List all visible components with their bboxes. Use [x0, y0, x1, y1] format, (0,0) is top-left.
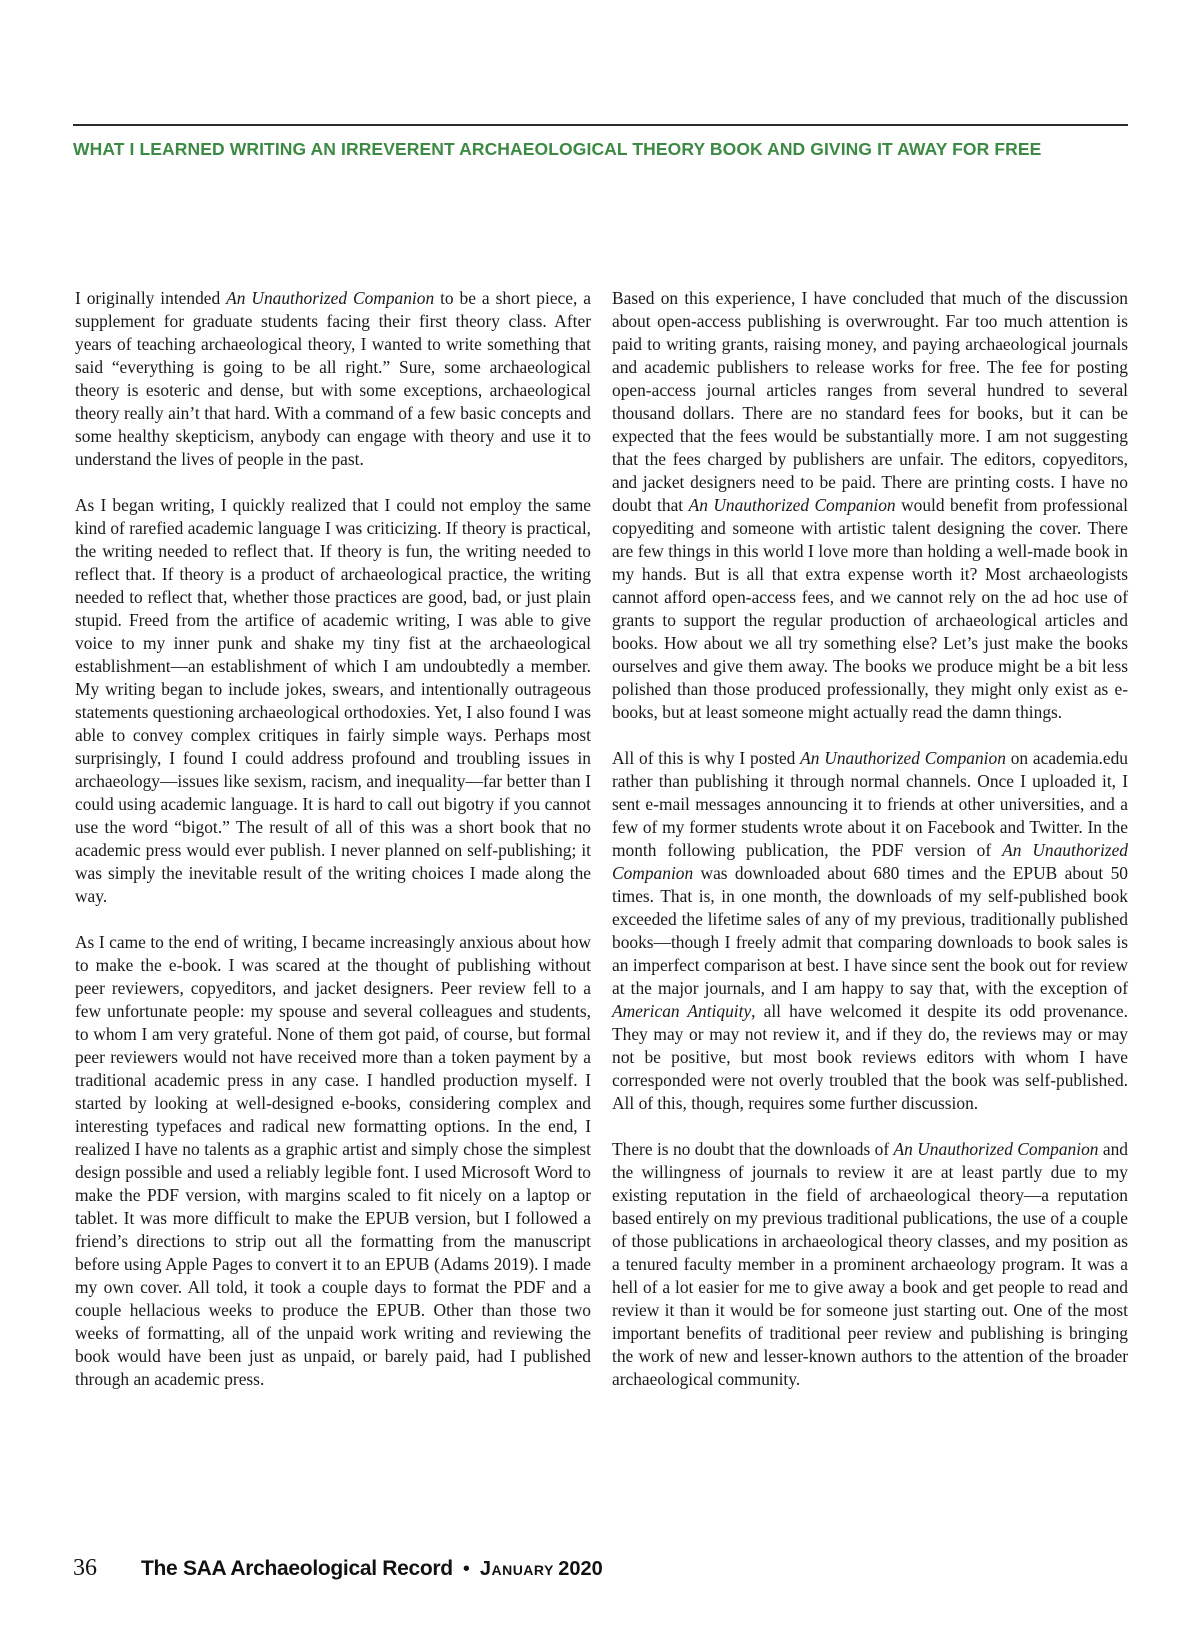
journal-name: The SAA Archaeological Record: [141, 1557, 453, 1580]
book-title: An Unauthorized Companion: [612, 840, 1128, 883]
paragraph: All of this is why I posted An Unauthorized Companion on academia.edu rather than publishing it through normal channels. Once I uploaded it, I sent e-mail messages announcing it to friends at other universities, and a few of my former students wrote about it on Facebook and Twitter. In the month following publication, the PDF version of An Unauthorized Companion was downloaded about 680 times and the EPUB about 50 times. That is, in one month, the downloads of my self-published book exceeded the lifetime sales of any of my previous, traditionally published books—though I freely admit that comparing downloads to book sales is an imperfect comparison at best. I have since sent the book out for review at the major journals, and I am happy to say that, with the exception of American Antiquity, all have welcomed it despite its odd provenance. They may or may not review it, and if they do, the reviews may or may not be positive, but most book reviews editors with whom I have corresponded were not overly troubled that the book was self-published. All of this, though, requires some further discussion.: [612, 748, 1129, 1113]
journal-title: American Antiquity: [612, 1001, 752, 1021]
book-title: An Unauthorized Companion: [893, 1139, 1099, 1159]
paragraph: As I began writing, I quickly realized that I could not employ the same kind of rarefied academic language I was criticizing. If theory is practical, the writing needed to reflect that. If theory is fun, the writing needed to reflect that. If theory is a product of archaeological practice, the writing needed to reflect that, whether those practices are good, bad, or just plain stupid. Freed from the artifice of academic writing, I was able to give voice to my inner punk and shake my tiny fist at the archaeological establishment—an establishment of which I am undoubtedly a member. My writing began to include jokes, swears, and intentionally outrageous statements questioning archaeological orthodoxies. Yet, I also found I was able to convey complex critiques in fairly simple ways. Perhaps most surprisingly, I found I could address profound and troubling issues in archaeology—issues like sexism, racism, and inequality—far better than I could using academic language. It is hard to call out bigotry if you cannot use the word “bigot.” The result of all of this was a short book that no academic press would ever publish. I never planned on self-publishing; it was simply the inevitable result of the writing choices I made along the way.: [75, 495, 591, 906]
left-column: [75, 287, 591, 1414]
paragraph: Based on this experience, I have concluded that much of the discussion about open-access publishing is overwrought. Far too much attention is paid to writing grants, raising money, and paying archaeological journals and academic publishers to release works for free. The fee for posting open-access journal articles ranges from several hundred to several thousand dollars. There are no standard fees for books, but it can be expected that the fees would be substantially more. I am not suggesting that the fees charged by publishers are unfair. The editors, copyeditors, and jacket designers need to be paid. There are printing costs. I have no doubt that An Unauthorized Companion would benefit from professional copyediting and someone with artistic talent designing the cover. There are few things in this world I love more than holding a well-made book in my hands. But is all that extra expense worth it? Most archaeologists cannot afford open-access fees, and we cannot rely on the ad hoc use of grants to support the regular production of archaeological articles and books. How about we all try something else? Let’s just make the books ourselves and give them away. The books we produce might be a bit less polished than those produced professionally, they might only exist as e-books, but at least someone might actually read the damn things.: [612, 288, 1128, 722]
header-rule: [73, 124, 1128, 126]
paragraph: I originally intended An Unauthorized Companion to be a short piece, a supplement for graduate students facing their first theory class. After years of teaching archaeological theory, I wanted to write something that said “everything is going to be all right.” Sure, some archaeological theory is esoteric and dense, but with some exceptions, archaeological theory really ain’t that hard. With a command of a few basic concepts and some healthy skepticism, anybody can engage with theory and use it to understand the lives of people in the past.: [75, 288, 591, 469]
right-column: [612, 287, 1128, 1414]
paragraph: As I came to the end of writing, I became increasingly anxious about how to make the e-book. I was scared at the thought of publishing without peer reviewers, copyeditors, and jacket designers. Peer review fell to a few unfortunate people: my spouse and several colleagues and students, to whom I am very grateful. None of them got paid, of course, but formal peer reviewers would not have received more than a token payment by a traditional academic press in any case. I handled production myself. I started by looking at well-designed e-books, considering complex and interesting typefaces and radical new formatting options. In the end, I realized I have no talents as a graphic artist and simply chose the simplest design possible and used a reliably legible font. I used Microsoft Word to make the PDF version, with margins scaled to fit nicely on a laptop or tablet. It was more difficult to make the EPUB version, but I followed a friend’s directions to strip out all the formatting from the manuscript before using Apple Pages to convert it to an EPUB (Adams 2019). I made my own cover. All told, it took a couple days to format the PDF and a couple hellacious weeks to produce the EPUB. Other than those two weeks of formatting, all of the unpaid work writing and reviewing the book would have been just as unpaid, or barely paid, had I published through an academic press.: [75, 932, 591, 1389]
issue-year: 2020: [558, 1558, 603, 1580]
page-number: 36: [73, 1555, 97, 1581]
book-title: An Unauthorized Companion: [688, 495, 896, 515]
page-footer: [73, 1555, 603, 1582]
bullet-separator: •: [462, 1558, 470, 1580]
book-title: An Unauthorized Companion: [226, 288, 435, 308]
book-title: An Unauthorized Companion: [800, 748, 1006, 768]
paragraph: There is no doubt that the downloads of An Unauthorized Companion and the willingness of journals to review it are at least partly due to my existing reputation in the field of archaeological theory—a reputation based entirely on my previous traditional publications, the use of a couple of those publications in archaeological theory classes, and my position as a tenured faculty member in a prominent archaeology program. It was a hell of a lot easier for me to give away a book and get people to read and review it than it would be for someone just starting out. One of the most important benefits of traditional peer review and publishing is bringing the work of new and lesser-known authors to the attention of the broader archaeological community.: [612, 1139, 1128, 1389]
issue-month: January: [479, 1558, 554, 1580]
running-head-title: WHAT I LEARNED WRITING AN IRREVERENT ARCHAEOLOGICAL THEORY BOOK AND GIVING IT AWAY FOR FREE: [73, 139, 1042, 159]
